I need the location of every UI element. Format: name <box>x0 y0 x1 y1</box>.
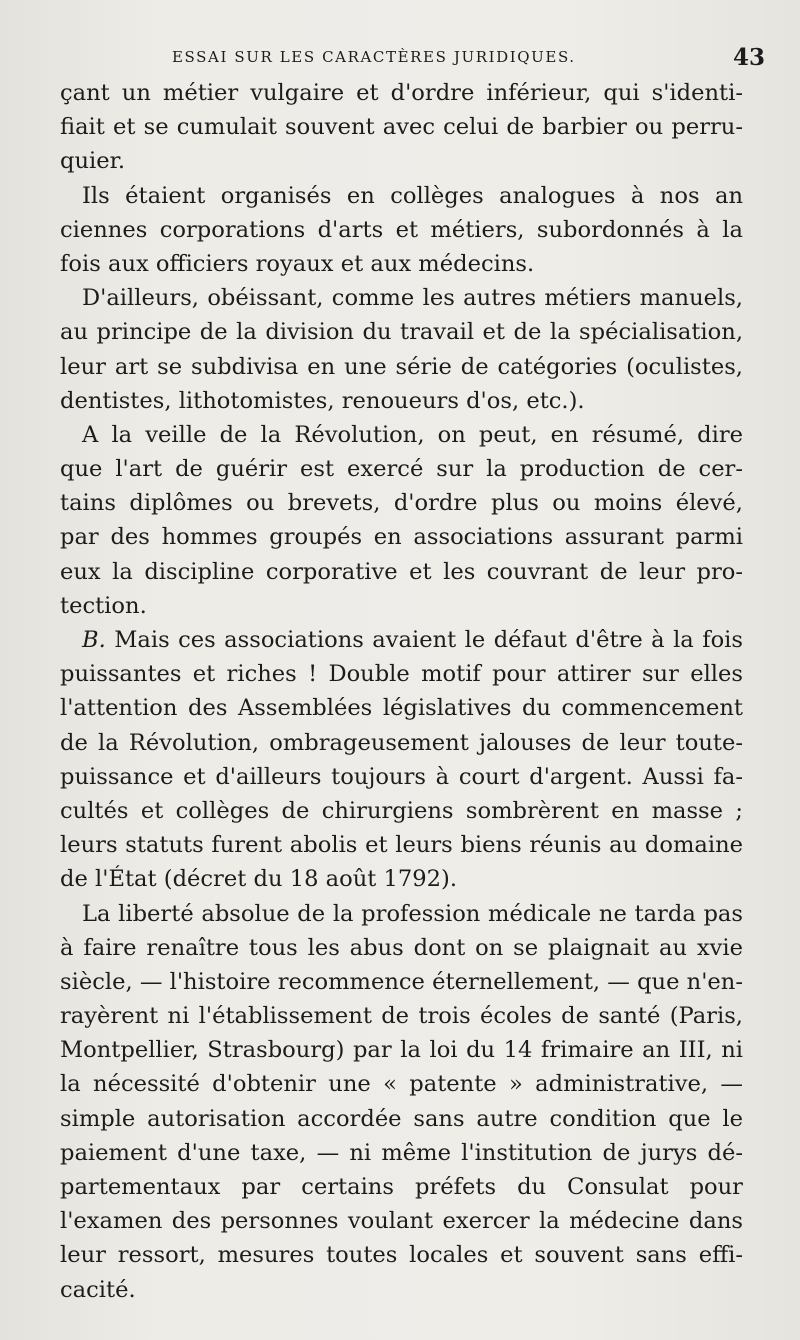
text-line: de la Révolution, ombrageusement jalouses de leur toute- <box>60 729 743 756</box>
text-line: la nécessité d'obtenir une « patente » administrative, — <box>60 1071 743 1098</box>
running-title: ESSAI SUR LES CARACTÈRES JURIDIQUES. <box>172 48 576 66</box>
text-line: eux la discipline corporative et les couvrant de leur pro- <box>60 558 743 585</box>
text-line: siècle, — l'histoire recommence éternellement, — que n'en- <box>60 968 743 995</box>
text-line: rayèrent ni l'établissement de trois écoles de santé (Paris, <box>60 1003 743 1030</box>
text-line: que l'art de guérir est exercé sur la production de cer- <box>60 456 743 483</box>
text-line: tains diplômes ou brevets, d'ordre plus ou moins élevé, <box>60 490 743 517</box>
text-line <box>60 623 743 657</box>
text-line: de l'État (décret du 18 août 1792). <box>60 866 458 893</box>
text-line: dentistes, lithotomistes, renoueurs d'os, etc.). <box>60 387 585 414</box>
text-line: çant un métier vulgaire et d'ordre inférieur, qui s'identi- <box>60 80 743 106</box>
text-line-content: Mais ces associations avaient le défaut d'être à la fois <box>114 627 743 653</box>
text-line: paiement d'une taxe, — ni même l'institution de jurys dé- <box>60 1139 743 1166</box>
paragraph <box>60 76 743 179</box>
paragraph <box>60 281 743 418</box>
text-line: au principe de la division du travail et de la spécialisation, <box>60 319 743 346</box>
text-line: par des hommes groupés en associations assurant parmi <box>60 524 743 551</box>
paragraph <box>60 897 743 1307</box>
text-line: La liberté absolue de la profession médicale ne tarda pas <box>82 900 743 927</box>
text-line: cacité. <box>60 1276 136 1303</box>
running-head <box>60 44 765 74</box>
text-line: ciennes corporations d'arts et métiers, subordonnés à la <box>60 216 743 243</box>
text-line: cultés et collèges de chirurgiens sombrèrent en masse ; <box>60 797 743 824</box>
paragraph <box>60 418 743 623</box>
text-line: quier. <box>60 148 126 175</box>
paragraph <box>60 179 743 282</box>
text-line: Montpellier, Strasbourg) par la loi du 14 frimaire an III, ni <box>60 1037 743 1064</box>
text-line: puissantes et riches ! Double motif pour attirer sur elles <box>60 661 743 688</box>
text-line: leur ressort, mesures toutes locales et souvent sans effi- <box>60 1242 743 1269</box>
text-line: simple autorisation accordée sans autre condition que le <box>60 1105 743 1132</box>
text-line: fiait et se cumulait souvent avec celui de barbier ou perru- <box>60 114 743 141</box>
paragraph <box>60 623 743 897</box>
body-text <box>60 76 743 1307</box>
text-line: l'attention des Assemblées législatives du commencement <box>60 695 743 722</box>
text-line: partementaux par certains préfets du Consulat pour <box>60 1174 743 1200</box>
text-line: l'examen des personnes voulant exercer la médecine dans <box>60 1208 743 1235</box>
text-line: puissance et d'ailleurs toujours à court d'argent. Aussi fa- <box>60 763 743 790</box>
text-line: leur art se subdivisa en une série de catégories (oculistes, <box>60 353 743 380</box>
text-line: tection. <box>60 592 147 619</box>
text-line: A la veille de la Révolution, on peut, en résumé, dire <box>82 421 743 448</box>
text-line: à faire renaître tous les abus dont on se plaignait au xvie <box>60 934 743 961</box>
text-line: fois aux officiers royaux et aux médecins. <box>60 250 535 277</box>
page-number: 43 <box>732 44 765 71</box>
text-line: leurs statuts furent abolis et leurs biens réunis au domaine <box>60 832 743 859</box>
text-line: Ils étaient organisés en collèges analogues à nos an <box>82 182 743 209</box>
section-marker: B. <box>82 627 106 653</box>
text-line: D'ailleurs, obéissant, comme les autres métiers manuels, <box>82 285 743 312</box>
